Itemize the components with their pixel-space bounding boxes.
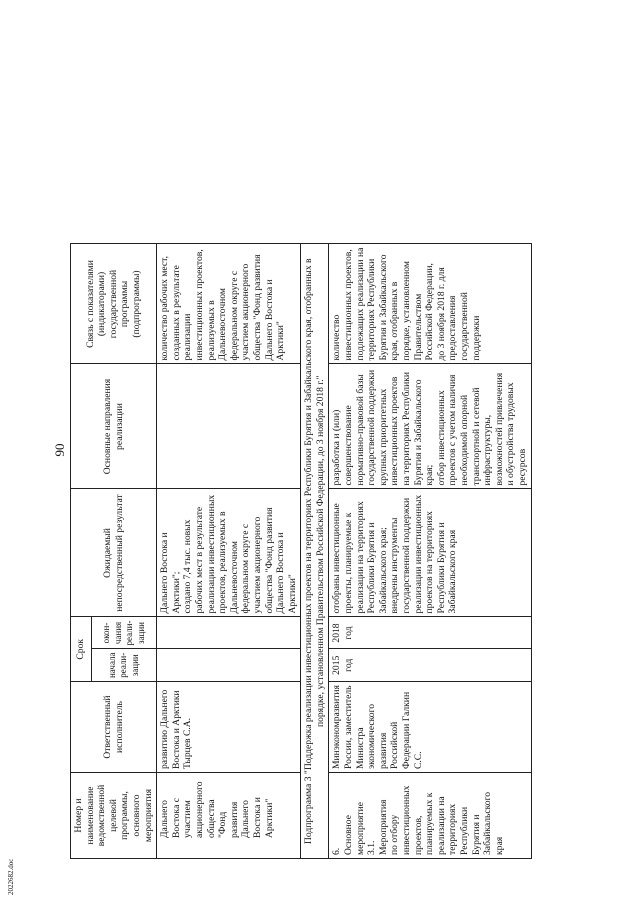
cell-responsible: Минэкономразвития России, заместитель Министра экономического развития Российской Федерации Галкин С.С.	[329, 682, 531, 773]
cell-number-name	[329, 773, 531, 859]
cell-start: 2015 год	[329, 649, 531, 682]
cell-responsible: развитию Дальнего Востока и Арктики Тырцев С.А.	[157, 682, 301, 773]
subprogram-title: Подпрограмма 3 "Поддержка реализации инвестиционных проектов на территориях Республики Бурятия и Забайкальского края, отобранных в порядке, установленном Правительством Российской Федерации, до 3 ноября 2018 г."	[301, 244, 329, 859]
cell-link: количество рабочих мест, созданных в результате реализации инвестиционных проектов, реализуемых в Дальневосточном федеральном округе с участием акционерного общества "Фонд развития Дальнего Востока и Арктики"	[157, 244, 301, 364]
cell-directions	[157, 364, 301, 489]
row-index: 6.	[331, 847, 343, 855]
cell-number-name	[157, 773, 301, 859]
document-code: 2022682.doc	[7, 858, 15, 895]
table-row-continued	[157, 244, 301, 859]
header-responsible: Ответственный исполнитель	[71, 682, 157, 773]
cell-text: Основное мероприятие 3.1. Мероприятия по отбору инвестиционных проектов, планируемых к реализации на территориях Республики Бурятия и Забайкальского края	[343, 785, 505, 855]
header-number-name: Номер и наименование ведомственной целевой программы, основного мероприятия	[71, 773, 157, 859]
header-term-start: начала реали-зации	[92, 649, 157, 682]
header-term-end: окон-чания реали-зации	[92, 617, 157, 649]
subprogram-row	[301, 244, 329, 859]
header-expected-result: Ожидаемый непосредственный результат	[71, 489, 157, 617]
program-table	[70, 244, 532, 860]
cell-expected-result: Дальнего Востока и Арктики"; создано 7,4 тыс. новых рабочих мест в результате реализации инвестиционных проектов, реализуемых в Дальневосточном федеральном округе с участием акционерного общества "Фонд развития Дальнего Востока и Арктики"	[157, 489, 301, 617]
cell-start	[157, 649, 301, 682]
page-number: 90	[52, 443, 67, 457]
cell-expected-result: отобраны инвестиционные проекты, планируемые к реализации на территориях Республики Бурятия и Забайкальского края; внедрены инструменты государственной поддержки реализации инвестиционных проектов на территориях Республики Бурятия и Забайкальского края	[329, 489, 531, 617]
header-directions: Основные направления реализации	[71, 364, 157, 489]
rotated-sheet	[52, 15, 612, 885]
cell-link: количество инвестиционных проектов, подлежащих реализации на территориях Республики Бурятия и Забайкальского края, отобранных в порядке, установленном Правительством Российской Федерации, до 3 ноября 2018 г. для предоставления государственной поддержки	[329, 244, 531, 364]
header-term: Срок	[71, 617, 92, 682]
cell-text: Дальнего Востока с участием акционерного общества "Фонд развития Дальнего Востока и Арктики"	[159, 781, 275, 838]
cell-directions: разработка и (или) совершенствование нормативно-правовой базы государственной поддержки крупных приоритетных инвестиционных проектов на территориях Республики Бурятия и Забайкальского края; отбор инвестиционных проектов с учетом наличия необходимой опорной транспортной и сетевой инфраструктуры, возможностей привлечения и обустройства трудовых ресурсов	[329, 364, 531, 489]
header-row-1	[71, 244, 92, 859]
header-link: Связь с показателями (индикаторами) государственной программы (подпрограммы)	[71, 244, 157, 364]
table-row-6	[329, 244, 531, 859]
cell-end: 2018 год	[329, 617, 531, 649]
cell-end	[157, 617, 301, 649]
